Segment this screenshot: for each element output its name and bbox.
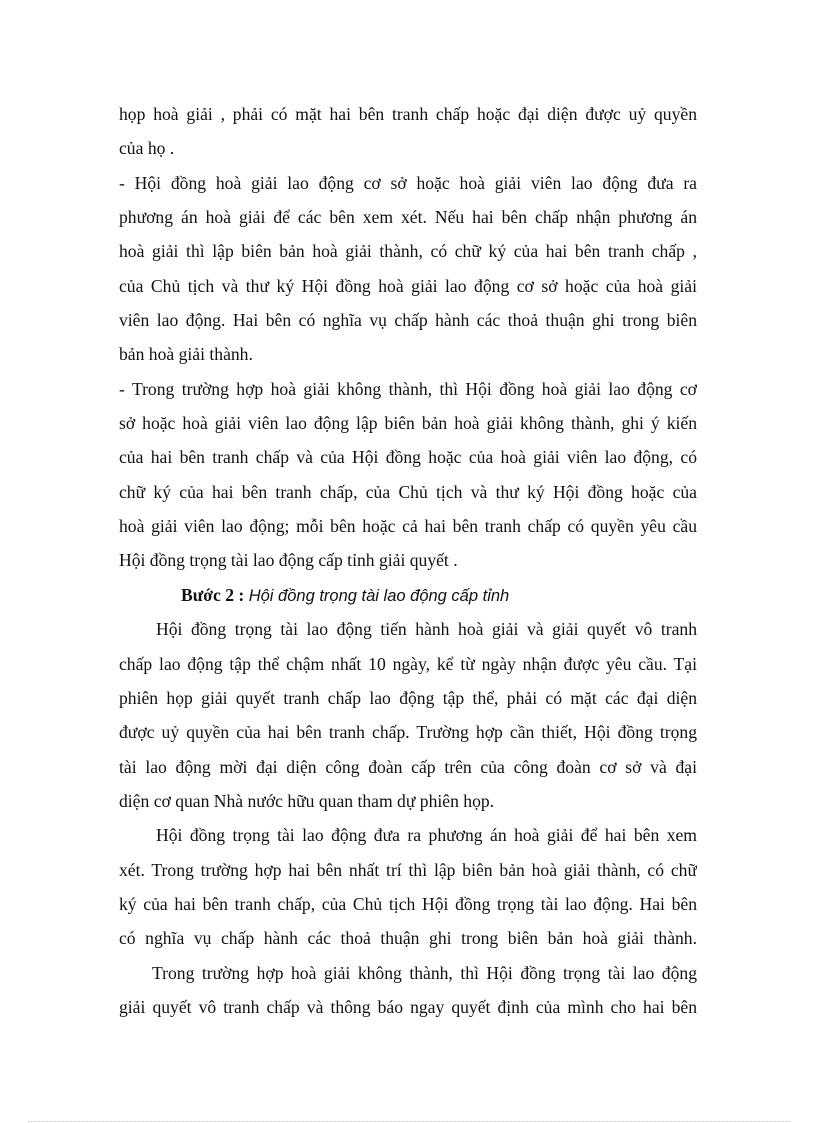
step-label: Bước 2 : (181, 584, 245, 605)
text-line: phương án hoà giải để các bên xem xét. Nếu hai bên chấp nhận phương án (119, 207, 697, 228)
text-line: xét. Trong trường hợp hai bên nhất trí thì lập biên bản hoà giải thành, có chữ (119, 859, 697, 880)
text-line: diện cơ quan Nhà nước hữu quan tham dự phiên họp. (119, 790, 495, 811)
text-line: giải quyết vô tranh chấp và thông báo ngay quyết định của mình cho hai bên (119, 996, 697, 1017)
text-line: - Trong trường hợp hoà giải không thành, thì Hội đồng hoà giải lao động cơ (119, 378, 697, 399)
page-bottom-rule (28, 1121, 790, 1122)
text-line: chữ ký của hai bên tranh chấp, của Chủ tịch và thư ký Hội đồng hoặc của (119, 481, 697, 502)
text-line: có nghĩa vụ chấp hành các thoả thuận ghi trong biên bản hoà giải thành. (119, 928, 697, 949)
text-line: bản hoà giải thành. (119, 344, 253, 365)
text-line: ký của hai bên tranh chấp, của Chủ tịch Hội đồng trọng tài lao động. Hai bên (119, 893, 697, 914)
step-title: Hội đồng trọng tài lao động cấp tỉnh (248, 586, 510, 605)
text-line: - Hội đồng hoà giải lao động cơ sở hoặc hoà giải viên lao động đưa ra (119, 172, 697, 193)
text-line: của họ . (119, 138, 175, 159)
text-line: Hội đồng trọng tài lao động đưa ra phương án hoà giải để hai bên xem (156, 825, 697, 846)
text-line: hoà giải thì lập biên bản hoà giải thành, có chữ ký của hai bên tranh chấp , (119, 241, 697, 262)
document-body (119, 97, 697, 1024)
text-line: Hội đồng trọng tài lao động cấp tỉnh giải quyết . (119, 550, 458, 571)
text-line: tài lao động mời đại diện công đoàn cấp trên của công đoàn cơ sở và đại (119, 756, 697, 777)
step-heading (119, 578, 697, 612)
text-line: Hội đồng trọng tài lao động tiến hành hoà giải và giải quyết vô tranh (156, 619, 697, 640)
text-line: của hai bên tranh chấp và của Hội đồng hoặc của hoà giải viên lao động, có (119, 447, 697, 468)
text-line: của Chủ tịch và thư ký Hội đồng hoà giải lao động cơ sở hoặc của hoà giải (119, 275, 697, 296)
text-line: phiên họp giải quyết tranh chấp lao động tập thể, phải có mặt các đại diện (119, 687, 697, 708)
text-line: hoà giải viên lao động; mỗi bên hoặc cả hai bên tranh chấp có quyền yêu cầu (119, 516, 697, 537)
text-line: họp hoà giải , phải có mặt hai bên tranh chấp hoặc đại diện được uỷ quyền (119, 104, 697, 124)
text-line: Trong trường hợp hoà giải không thành, thì Hội đồng trọng tài lao động (152, 962, 697, 983)
text-line: được uỷ quyền của hai bên tranh chấp. Trường hợp cần thiết, Hội đồng trọng (119, 722, 697, 743)
text-line: chấp lao động tập thể chậm nhất 10 ngày, kể từ ngày nhận được yêu cầu. Tại (119, 653, 697, 674)
text-line: sở hoặc hoà giải viên lao động lập biên bản hoà giải không thành, ghi ý kiến (119, 413, 697, 434)
text-line: viên lao động. Hai bên có nghĩa vụ chấp hành các thoả thuận ghi trong biên (119, 310, 697, 331)
